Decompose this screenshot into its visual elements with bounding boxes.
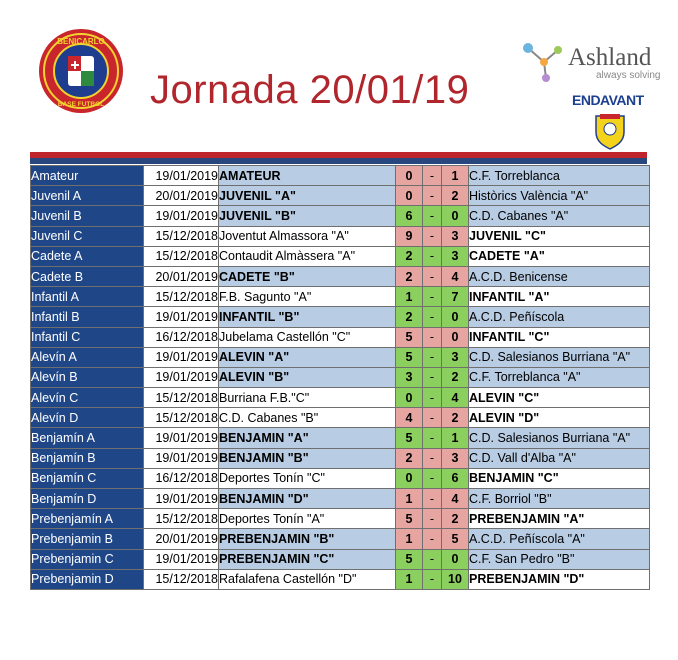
home-team: PREBENJAMIN "C" (219, 549, 396, 569)
away-team: JUVENIL "C" (469, 226, 650, 246)
match-row (31, 307, 650, 327)
score-dash: - (423, 367, 442, 387)
category-label: Prebenjamín A (31, 509, 144, 529)
match-date: 15/12/2018 (144, 226, 219, 246)
ashland-brand-text: Ashland (568, 44, 652, 71)
ashland-sponsor-logo (520, 40, 670, 88)
match-date: 19/01/2019 (144, 489, 219, 509)
away-team: ALEVIN "C" (469, 388, 650, 408)
home-team: PREBENJAMIN "B" (219, 529, 396, 549)
home-team: BENJAMIN "A" (219, 428, 396, 448)
home-team: Jubelama Castellón "C" (219, 327, 396, 347)
away-team: PREBENJAMIN "D" (469, 569, 650, 589)
away-score: 4 (442, 266, 469, 286)
away-score: 2 (442, 509, 469, 529)
score-dash: - (423, 246, 442, 266)
match-date: 20/01/2019 (144, 529, 219, 549)
away-score: 3 (442, 448, 469, 468)
score-dash: - (423, 327, 442, 347)
home-score: 4 (396, 408, 423, 428)
category-label: Juvenil A (31, 186, 144, 206)
home-score: 5 (396, 347, 423, 367)
score-dash: - (423, 206, 442, 226)
score-dash: - (423, 287, 442, 307)
home-score: 5 (396, 428, 423, 448)
results-table (30, 165, 650, 590)
score-dash: - (423, 428, 442, 448)
home-team: INFANTIL "B" (219, 307, 396, 327)
home-team: Burriana F.B."C" (219, 388, 396, 408)
category-label: Alevín C (31, 388, 144, 408)
away-team: C.F. Borriol "B" (469, 489, 650, 509)
match-row (31, 246, 650, 266)
away-team: INFANTIL "A" (469, 287, 650, 307)
header-divider-blue (30, 158, 647, 164)
score-dash: - (423, 549, 442, 569)
home-team: F.B. Sagunto "A" (219, 287, 396, 307)
home-score: 2 (396, 266, 423, 286)
category-label: Infantil A (31, 287, 144, 307)
away-score: 1 (442, 428, 469, 448)
match-row (31, 166, 650, 186)
away-team: A.C.D. Benicense (469, 266, 650, 286)
score-dash: - (423, 489, 442, 509)
away-team: A.C.D. Peñíscola "A" (469, 529, 650, 549)
away-team: PREBENJAMIN "A" (469, 509, 650, 529)
home-score: 1 (396, 489, 423, 509)
match-row (31, 287, 650, 307)
endavant-sponsor-logo: ENDAVANT (572, 92, 644, 108)
match-date: 15/12/2018 (144, 246, 219, 266)
match-row (31, 468, 650, 488)
match-row (31, 266, 650, 286)
away-score: 2 (442, 408, 469, 428)
villarreal-crest-icon (594, 112, 626, 150)
category-label: Cadete A (31, 246, 144, 266)
match-row (31, 509, 650, 529)
match-row (31, 388, 650, 408)
category-label: Prebenjamin D (31, 569, 144, 589)
score-dash: - (423, 226, 442, 246)
home-team: AMATEUR (219, 166, 396, 186)
category-label: Prebenjamin B (31, 529, 144, 549)
home-team: Deportes Tonín "A" (219, 509, 396, 529)
score-dash: - (423, 166, 442, 186)
home-score: 5 (396, 509, 423, 529)
category-label: Alevín A (31, 347, 144, 367)
match-row (31, 186, 650, 206)
match-row (31, 529, 650, 549)
away-team: C.F. San Pedro "B" (469, 549, 650, 569)
home-team: JUVENIL "B" (219, 206, 396, 226)
away-score: 0 (442, 549, 469, 569)
away-score: 2 (442, 367, 469, 387)
match-date: 20/01/2019 (144, 186, 219, 206)
home-team: ALEVIN "A" (219, 347, 396, 367)
ashland-molecule-icon (520, 40, 566, 82)
away-team: C.F. Torreblanca "A" (469, 367, 650, 387)
category-label: Benjamín D (31, 489, 144, 509)
home-team: BENJAMIN "D" (219, 489, 396, 509)
away-score: 1 (442, 166, 469, 186)
score-dash: - (423, 388, 442, 408)
category-label: Amateur (31, 166, 144, 186)
away-team: INFANTIL "C" (469, 327, 650, 347)
home-score: 5 (396, 549, 423, 569)
match-date: 19/01/2019 (144, 428, 219, 448)
home-score: 1 (396, 569, 423, 589)
away-team: C.F. Torreblanca (469, 166, 650, 186)
away-score: 0 (442, 206, 469, 226)
match-date: 19/01/2019 (144, 367, 219, 387)
match-row (31, 347, 650, 367)
crest-text-bottom: BASE FUTBOL (57, 101, 105, 108)
club-crest-logo (38, 28, 124, 114)
category-label: Cadete B (31, 266, 144, 286)
match-date: 16/12/2018 (144, 468, 219, 488)
away-score: 2 (442, 186, 469, 206)
score-dash: - (423, 468, 442, 488)
category-label: Prebenjamin C (31, 549, 144, 569)
away-score: 6 (442, 468, 469, 488)
match-row (31, 226, 650, 246)
home-team: ALEVIN "B" (219, 367, 396, 387)
home-score: 1 (396, 529, 423, 549)
match-date: 15/12/2018 (144, 388, 219, 408)
away-score: 3 (442, 347, 469, 367)
score-dash: - (423, 347, 442, 367)
score-dash: - (423, 509, 442, 529)
match-date: 19/01/2019 (144, 549, 219, 569)
match-date: 15/12/2018 (144, 509, 219, 529)
home-team: Rafalafena Castellón "D" (219, 569, 396, 589)
home-team: CADETE "B" (219, 266, 396, 286)
home-team: Contaudit Almàssera "A" (219, 246, 396, 266)
home-score: 2 (396, 246, 423, 266)
home-score: 5 (396, 327, 423, 347)
match-row (31, 327, 650, 347)
home-score: 6 (396, 206, 423, 226)
crest-text-top: BENICARLO (57, 37, 105, 46)
category-label: Alevín B (31, 367, 144, 387)
match-row (31, 367, 650, 387)
page-title: Jornada 20/01/19 (150, 68, 470, 112)
match-date: 19/01/2019 (144, 307, 219, 327)
category-label: Benjamín B (31, 448, 144, 468)
match-date: 19/01/2019 (144, 206, 219, 226)
category-label: Alevín D (31, 408, 144, 428)
away-team: CADETE "A" (469, 246, 650, 266)
away-team: ALEVIN "D" (469, 408, 650, 428)
score-dash: - (423, 186, 442, 206)
home-team: JUVENIL "A" (219, 186, 396, 206)
match-row (31, 448, 650, 468)
home-team: C.D. Cabanes "B" (219, 408, 396, 428)
ashland-tagline: always solving (596, 70, 661, 81)
match-date: 16/12/2018 (144, 327, 219, 347)
match-row (31, 569, 650, 589)
category-label: Infantil B (31, 307, 144, 327)
away-score: 4 (442, 489, 469, 509)
score-dash: - (423, 448, 442, 468)
category-label: Benjamín A (31, 428, 144, 448)
home-score: 3 (396, 367, 423, 387)
score-dash: - (423, 529, 442, 549)
match-date: 19/01/2019 (144, 166, 219, 186)
home-score: 2 (396, 307, 423, 327)
away-team: C.D. Salesianos Burriana "A" (469, 347, 650, 367)
away-score: 7 (442, 287, 469, 307)
match-date: 19/01/2019 (144, 347, 219, 367)
score-dash: - (423, 307, 442, 327)
away-team: C.D. Salesianos Burriana "A" (469, 428, 650, 448)
category-label: Juvenil C (31, 226, 144, 246)
category-label: Infantil C (31, 327, 144, 347)
away-team: BENJAMIN "C" (469, 468, 650, 488)
away-score: 3 (442, 246, 469, 266)
home-score: 0 (396, 166, 423, 186)
away-team: A.C.D. Peñíscola (469, 307, 650, 327)
score-dash: - (423, 408, 442, 428)
category-label: Benjamín C (31, 468, 144, 488)
home-score: 0 (396, 468, 423, 488)
home-team: Joventut Almassora "A" (219, 226, 396, 246)
home-team: Deportes Tonín "C" (219, 468, 396, 488)
away-team: Històrics València "A" (469, 186, 650, 206)
home-score: 0 (396, 186, 423, 206)
home-team: BENJAMIN "B" (219, 448, 396, 468)
away-score: 4 (442, 388, 469, 408)
match-date: 15/12/2018 (144, 287, 219, 307)
score-dash: - (423, 569, 442, 589)
match-row (31, 408, 650, 428)
home-score: 0 (396, 388, 423, 408)
score-dash: - (423, 266, 442, 286)
home-score: 1 (396, 287, 423, 307)
match-date: 15/12/2018 (144, 569, 219, 589)
match-row (31, 206, 650, 226)
match-date: 15/12/2018 (144, 408, 219, 428)
away-score: 0 (442, 307, 469, 327)
home-score: 9 (396, 226, 423, 246)
match-row (31, 549, 650, 569)
away-team: C.D. Cabanes "A" (469, 206, 650, 226)
away-score: 10 (442, 569, 469, 589)
away-team: C.D. Vall d'Alba "A" (469, 448, 650, 468)
away-score: 5 (442, 529, 469, 549)
away-score: 3 (442, 226, 469, 246)
home-score: 2 (396, 448, 423, 468)
match-row (31, 489, 650, 509)
match-date: 19/01/2019 (144, 448, 219, 468)
category-label: Juvenil B (31, 206, 144, 226)
match-date: 20/01/2019 (144, 266, 219, 286)
away-score: 0 (442, 327, 469, 347)
match-row (31, 428, 650, 448)
